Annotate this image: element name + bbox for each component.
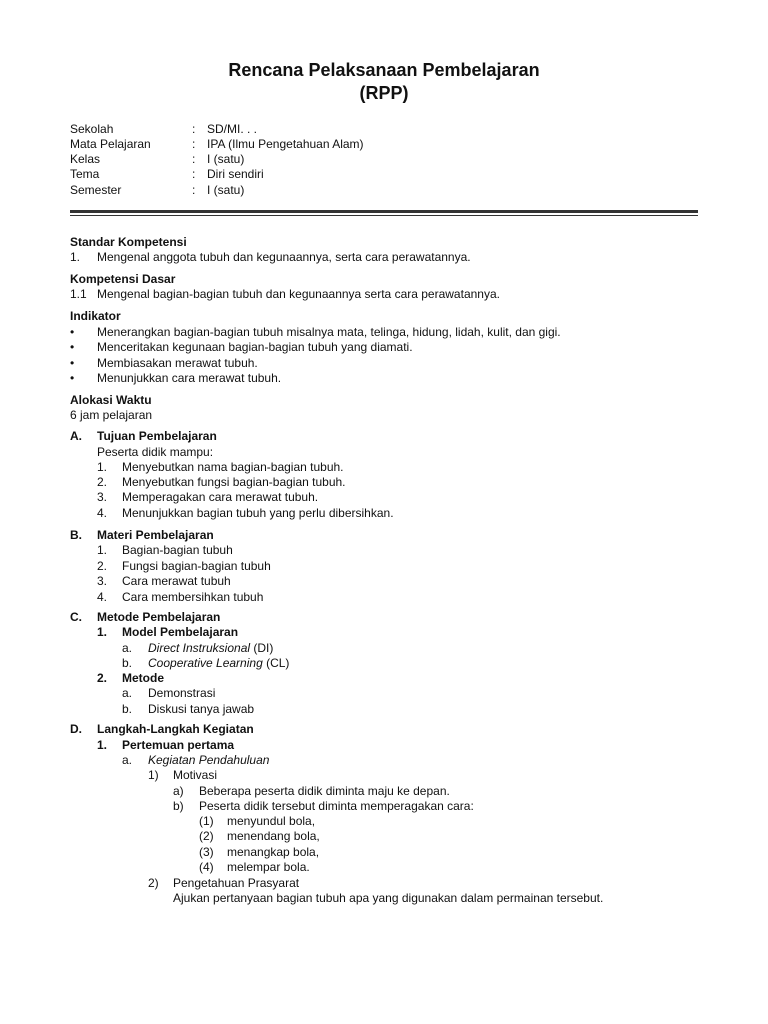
motivasi-item: Beberapa peserta didik diminta maju ke depan. (199, 784, 450, 798)
list-number: (2) (199, 829, 214, 843)
divider-thin (70, 215, 698, 216)
tujuan-item: Menyebutkan fungsi bagian-bagian tubuh. (122, 475, 346, 489)
prasyarat-heading: Pengetahuan Prasyarat (173, 876, 300, 890)
alokasi-text: 6 jam pelajaran (70, 408, 153, 422)
tujuan-item: Menunjukkan bagian tubuh yang perlu dibersihkan. (122, 506, 394, 520)
bullet-marker: • (70, 325, 75, 339)
indikator-heading: Indikator (70, 309, 121, 323)
identity-value: Diri sendiri (207, 167, 264, 181)
list-letter: a. (122, 641, 133, 655)
peragaan-item: menyundul bola, (227, 814, 316, 828)
identity-colon: : (192, 137, 196, 151)
list-number: 1. (97, 625, 108, 639)
section-d-letter: D. (70, 722, 82, 736)
model-item-italic: Direct Instruksional (148, 641, 251, 655)
model-item-abbr: (DI) (250, 641, 274, 655)
motivasi-item: Peserta didik tersebut diminta memperagakan cara: (199, 799, 474, 813)
list-letter: a. (122, 686, 133, 700)
identity-value: I (satu) (207, 152, 245, 166)
kompetensi-text: Mengenal bagian-bagian tubuh dan kegunaannya serta cara perawatannya. (97, 287, 500, 301)
tujuan-item: Memperagakan cara merawat tubuh. (122, 490, 319, 504)
peragaan-item: menendang bola, (227, 829, 320, 843)
metode-item: Demonstrasi (148, 686, 216, 700)
identity-label: Semester (70, 183, 122, 197)
model-item-abbr: (CL) (262, 656, 290, 670)
standar-text: Mengenal anggota tubuh dan kegunaannya, serta cara perawatannya. (97, 250, 471, 264)
model-item (148, 656, 289, 671)
indikator-item: Menunjukkan cara merawat tubuh. (97, 371, 282, 385)
materi-item: Cara membersihkan tubuh (122, 590, 264, 604)
divider-thick (70, 210, 698, 213)
identity-colon: : (192, 167, 196, 181)
peragaan-item: menangkap bola, (227, 845, 320, 859)
indikator-item: Menceritakan kegunaan bagian-bagian tubuh yang diamati. (97, 340, 413, 354)
list-letter: b. (122, 656, 133, 670)
list-number: (4) (199, 860, 214, 874)
metode-item: Diskusi tanya jawab (148, 702, 255, 716)
list-number: 2. (97, 559, 108, 573)
prasyarat-text: Ajukan pertanyaan bagian tubuh apa yang digunakan dalam permainan tersebut. (173, 891, 604, 905)
alokasi-heading: Alokasi Waktu (70, 393, 152, 407)
identity-value: I (satu) (207, 183, 245, 197)
indikator-item: Membiasakan merawat tubuh. (97, 356, 258, 370)
section-a-heading: Tujuan Pembelajaran (97, 429, 217, 443)
identity-label: Kelas (70, 152, 101, 166)
list-letter: b. (122, 702, 133, 716)
list-number: 1. (97, 738, 108, 752)
model-heading: Model Pembelajaran (122, 625, 239, 639)
list-number: 4. (97, 506, 108, 520)
section-c-letter: C. (70, 610, 82, 624)
list-number: 2. (97, 475, 108, 489)
identity-label: Tema (70, 167, 100, 181)
identity-label: Sekolah (70, 122, 114, 136)
identity-colon: : (192, 122, 196, 136)
identity-value: SD/MI. . . (207, 122, 258, 136)
section-b-letter: B. (70, 528, 82, 542)
section-d-heading: Langkah-Langkah Kegiatan (97, 722, 254, 736)
metode-heading: Metode (122, 671, 164, 685)
indikator-item: Menerangkan bagian-bagian tubuh misalnya mata, telinga, hidung, lidah, kulit, dan gigi. (97, 325, 561, 339)
list-number: 3. (97, 490, 108, 504)
standar-number: 1. (70, 250, 81, 264)
kompetensi-heading: Kompetensi Dasar (70, 272, 176, 286)
section-a-letter: A. (70, 429, 82, 443)
section-a-intro: Peserta didik mampu: (97, 445, 214, 459)
identity-value: IPA (Ilmu Pengetahuan Alam) (207, 137, 364, 151)
list-number: 4. (97, 590, 108, 604)
kompetensi-number: 1.1 (70, 287, 87, 301)
section-b-heading: Materi Pembelajaran (97, 528, 214, 542)
model-item (148, 641, 273, 656)
identity-colon: : (192, 183, 196, 197)
materi-item: Fungsi bagian-bagian tubuh (122, 559, 271, 573)
motivasi-heading: Motivasi (173, 768, 218, 782)
list-number: 2. (97, 671, 108, 685)
list-letter: a) (173, 784, 184, 798)
list-number: 3. (97, 574, 108, 588)
list-number: 1. (97, 460, 108, 474)
kegiatan-heading: Kegiatan Pendahuluan (148, 753, 270, 767)
list-number: (1) (199, 814, 214, 828)
standar-heading: Standar Kompetensi (70, 235, 187, 249)
bullet-marker: • (70, 371, 75, 385)
bullet-marker: • (70, 340, 75, 354)
list-number: 2) (148, 876, 159, 890)
list-letter: b) (173, 799, 184, 813)
identity-colon: : (192, 152, 196, 166)
section-c-heading: Metode Pembelajaran (97, 610, 221, 624)
document-subtitle: (RPP) (359, 83, 409, 103)
peragaan-item: melempar bola. (227, 860, 310, 874)
list-number: (3) (199, 845, 214, 859)
identity-label: Mata Pelajaran (70, 137, 151, 151)
list-number: 1) (148, 768, 159, 782)
list-letter: a. (122, 753, 133, 767)
document-title: Rencana Pelaksanaan Pembelajaran (228, 60, 540, 80)
pertemuan-heading: Pertemuan pertama (122, 738, 235, 752)
list-number: 1. (97, 543, 108, 557)
bullet-marker: • (70, 356, 75, 370)
model-item-italic: Cooperative Learning (148, 656, 263, 670)
materi-item: Bagian-bagian tubuh (122, 543, 233, 557)
tujuan-item: Menyebutkan nama bagian-bagian tubuh. (122, 460, 344, 474)
materi-item: Cara merawat tubuh (122, 574, 231, 588)
